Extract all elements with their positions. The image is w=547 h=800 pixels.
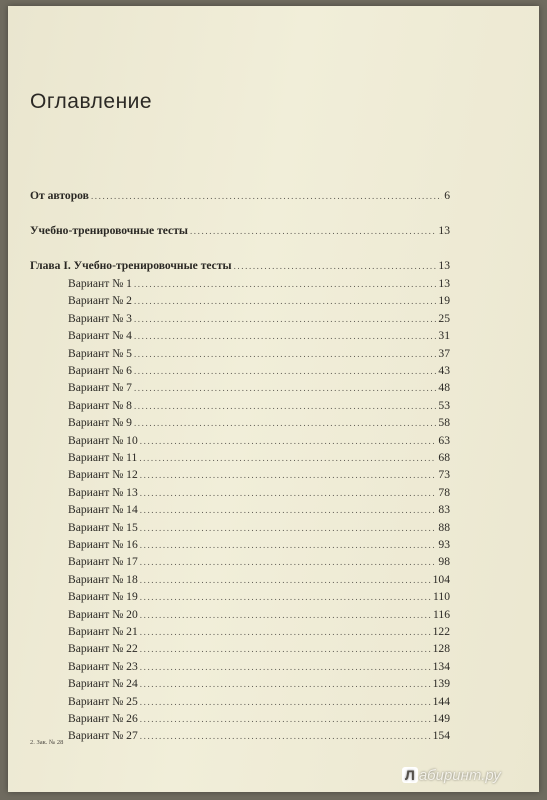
toc-entry-label: Вариант № 21: [68, 625, 138, 638]
toc-leader-dots: [140, 523, 437, 533]
toc-leader-dots: [140, 731, 431, 741]
toc-variant-entry: [30, 538, 450, 553]
toc-section-entry: [30, 259, 450, 274]
toc-page-number: 58: [438, 416, 450, 430]
toc-entry-label: Вариант № 27: [68, 729, 138, 743]
toc-entry-label: Вариант № 18: [68, 572, 138, 586]
toc-variant-entry: [30, 503, 450, 518]
toc-entry-label: Вариант № 7: [68, 381, 132, 395]
toc-page-number: 144: [432, 694, 450, 708]
printer-mark: 2. Зак. № 28: [30, 739, 64, 746]
toc-page-number: 68: [438, 451, 450, 464]
toc-page-number: 25: [438, 311, 450, 325]
toc-entry-label: Вариант № 12: [68, 468, 138, 482]
toc-page-number: 13: [438, 277, 450, 290]
toc-page-number: 93: [438, 538, 450, 551]
toc-leader-dots: [140, 488, 437, 498]
toc-page-number: 48: [438, 381, 450, 395]
toc-leader-dots: [134, 418, 436, 428]
toc-leader-dots: [139, 453, 436, 463]
toc-entry-label: Вариант № 11: [68, 451, 138, 464]
toc-variant-entry: [30, 347, 450, 362]
toc-variant-entry: [30, 329, 450, 344]
toc-leader-dots: [140, 679, 431, 689]
toc-page-number: 98: [438, 555, 450, 569]
toc-variant-entry: [30, 381, 450, 396]
toc-entry-label: Вариант № 20: [68, 607, 138, 621]
toc-leader-dots: [140, 575, 431, 585]
toc-page-number: 6: [444, 189, 450, 202]
toc-variant-entry: [30, 451, 450, 466]
toc-leader-dots: [134, 366, 436, 376]
toc-page-number: 149: [432, 712, 450, 725]
toc-variant-entry: [30, 729, 450, 744]
toc-variant-entry: [30, 660, 450, 675]
toc-entry-label: Вариант № 15: [68, 520, 138, 534]
toc-entry-label: Вариант № 19: [68, 590, 138, 604]
toc-entry-label: Вариант № 9: [68, 416, 132, 430]
toc-entry-label: Вариант № 22: [68, 642, 138, 656]
toc-leader-dots: [134, 383, 436, 393]
toc-section-entry: [30, 189, 450, 204]
toc-page-number: 43: [438, 364, 450, 377]
toc-page-number: 154: [432, 729, 450, 743]
toc-variant-entry: [30, 312, 450, 327]
toc-leader-dots: [134, 349, 436, 359]
toc-variant-entry: [30, 416, 450, 431]
toc-variant-entry: [30, 277, 450, 292]
toc-entry-label: Вариант № 26: [68, 712, 138, 725]
toc-entry-label: Глава I. Учебно-тренировочные тесты: [30, 259, 232, 272]
toc-variant-entry: [30, 625, 450, 640]
toc-page-number: 53: [438, 398, 450, 412]
toc-entry-label: Вариант № 6: [68, 364, 132, 377]
toc-variant-entry: [30, 364, 450, 379]
page-title: Оглавление: [30, 90, 153, 113]
toc-page-number: 122: [432, 625, 450, 638]
toc-leader-dots: [134, 296, 436, 306]
toc-entry-label: Вариант № 14: [68, 503, 138, 517]
toc-entry-label: Вариант № 23: [68, 659, 138, 673]
toc-page-number: 110: [433, 590, 450, 604]
toc-page-number: 19: [438, 294, 450, 308]
toc-section-entry: [30, 224, 450, 239]
toc-entry-label: Вариант № 13: [68, 485, 138, 499]
toc-leader-dots: [134, 331, 436, 341]
toc-entry-label: Учебно-тренировочные тесты: [30, 224, 188, 237]
toc-leader-dots: [140, 557, 437, 567]
toc-leader-dots: [140, 627, 431, 637]
toc-page-number: 78: [438, 485, 450, 499]
watermark-text: абиринт.ру: [418, 767, 501, 784]
book-page: [8, 6, 539, 792]
toc-page-number: 128: [432, 642, 450, 656]
toc-entry-label: Вариант № 10: [68, 433, 138, 447]
toc-entry-label: Вариант № 16: [68, 538, 138, 551]
toc-variant-entry: [30, 695, 450, 710]
toc-leader-dots: [140, 436, 437, 446]
toc-leader-dots: [140, 644, 431, 654]
toc-entry-label: От авторов: [30, 189, 89, 202]
toc-entry-label: Вариант № 24: [68, 677, 138, 691]
toc-page-number: 88: [438, 520, 450, 534]
toc-leader-dots: [134, 401, 436, 411]
toc-variant-entry: [30, 468, 450, 483]
toc-entry-label: Вариант № 4: [68, 329, 132, 343]
toc-entry-label: Вариант № 25: [68, 694, 138, 708]
toc-entry-label: Вариант № 17: [68, 555, 138, 569]
toc-variant-entry: [30, 642, 450, 657]
toc-leader-dots: [140, 697, 431, 707]
toc-leader-dots: [140, 470, 437, 480]
toc-leader-dots: [190, 226, 436, 236]
toc-page-number: 13: [438, 259, 450, 272]
toc-entry-label: Вариант № 8: [68, 398, 132, 412]
toc-variant-entry: [30, 294, 450, 309]
toc-variant-entry: [30, 434, 450, 449]
toc-page-number: 73: [438, 468, 450, 482]
toc-leader-dots: [140, 505, 437, 515]
site-watermark: [402, 767, 501, 784]
toc-variant-entry: [30, 486, 450, 501]
toc-variant-entry: [30, 399, 450, 414]
toc-leader-dots: [134, 279, 436, 289]
toc-leader-dots: [140, 714, 431, 724]
toc-variant-entry: [30, 521, 450, 536]
toc-page-number: 37: [438, 346, 450, 360]
toc-page-number: 134: [432, 659, 450, 673]
toc-leader-dots: [91, 191, 442, 201]
toc-leader-dots: [140, 592, 431, 602]
toc-entry-label: Вариант № 2: [68, 294, 132, 308]
toc-variant-entry: [30, 590, 450, 605]
toc-page-number: 104: [432, 572, 450, 586]
toc-page-number: 116: [433, 607, 450, 621]
toc-page-number: 13: [438, 224, 450, 237]
toc-page-number: 139: [432, 677, 450, 691]
toc-leader-dots: [140, 610, 431, 620]
toc-page-number: 31: [438, 329, 450, 343]
toc-page-number: 83: [438, 503, 450, 517]
toc-leader-dots: [234, 261, 437, 271]
toc-leader-dots: [140, 540, 437, 550]
toc-variant-entry: [30, 573, 450, 588]
toc-leader-dots: [140, 662, 431, 672]
toc-variant-entry: [30, 555, 450, 570]
toc-variant-entry: [30, 712, 450, 727]
toc-variant-entry: [30, 677, 450, 692]
toc-leader-dots: [134, 314, 436, 324]
toc-entry-label: Вариант № 3: [68, 311, 132, 325]
toc-page-number: 63: [438, 433, 450, 447]
toc-entry-label: Вариант № 1: [68, 277, 132, 290]
toc-entry-label: Вариант № 5: [68, 346, 132, 360]
toc-variant-entry: [30, 608, 450, 623]
watermark-logo: Л: [402, 767, 418, 783]
